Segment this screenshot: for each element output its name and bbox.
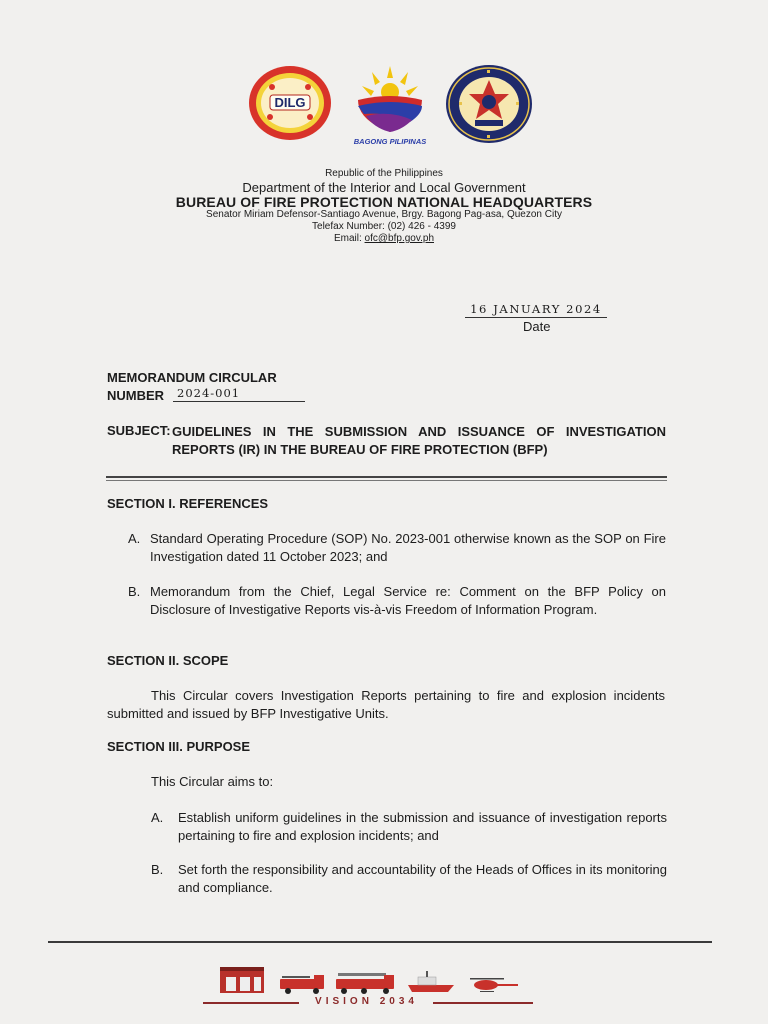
item-letter: B.: [151, 862, 164, 877]
vision-rule-right: [433, 1002, 533, 1004]
item-text: Establish uniform guidelines in the submission and issuance of investigation reports pertaining to fire and explosion incidents; and: [178, 810, 667, 843]
subject-text: GUIDELINES IN THE SUBMISSION AND ISSUANCE OF INVESTIGATION REPORTS (IR) IN THE BUREAU OF FIRE PROTECTION (BFP): [172, 424, 666, 457]
vision-2034-label: VISION 2034: [315, 996, 418, 1007]
telefax-line: Telefax Number: (02) 426 - 4399: [312, 221, 456, 232]
scope-paragraph: This Circular covers Investigation Reports pertaining to fire and explosion incidents submitted and issued by BFP Investigative Units.: [107, 688, 665, 721]
email-line: [0, 233, 768, 244]
subject-divider-thin: [106, 480, 667, 481]
section-3-heading: SECTION III. PURPOSE: [107, 739, 251, 754]
item-letter: A.: [128, 531, 141, 546]
item-text: Standard Operating Procedure (SOP) No. 2023-001 otherwise known as the SOP on Fire Investigation dated 11 October 2023; and: [150, 531, 666, 564]
date-label: Date: [523, 319, 551, 334]
subject-divider: [106, 476, 667, 478]
fire-station-icon: [220, 967, 264, 993]
email-link[interactable]: ofc@bfp.gov.ph: [364, 233, 434, 244]
fire-boat-icon: [408, 971, 454, 992]
bureau-title: BUREAU OF FIRE PROTECTION NATIONAL HEADQUARTERS: [175, 194, 593, 210]
item-letter: B.: [128, 584, 141, 599]
vision-rule-left: [203, 1002, 299, 1004]
item-letter: A.: [151, 810, 164, 825]
department-line: Department of the Interior and Local Government: [242, 180, 526, 195]
fire-truck-icon: [280, 975, 324, 994]
date-value: 16 JANUARY 2024: [465, 302, 607, 318]
footer-vehicles-graphic: [218, 965, 528, 995]
subject-label: SUBJECT:: [107, 423, 171, 438]
memo-number-label: NUMBER: [107, 388, 165, 403]
address-line: Senator Miriam Defensor-Santiago Avenue, Brgy. Bagong Pag-asa, Quezon City: [206, 209, 562, 220]
dilg-logo-text: DILG: [274, 95, 306, 110]
email-label: Email:: [333, 233, 365, 244]
bagong-pilipinas-text: BAGONG PILIPINAS: [353, 137, 427, 146]
item-text: Memorandum from the Chief, Legal Service re: Comment on the BFP Policy on Disclosure of Investigative Reports vis-à-vis Freedom of Information Program.: [150, 584, 666, 617]
item-text: Set forth the responsibility and accountability of the Heads of Offices in its monitoring and compliance.: [178, 862, 667, 895]
footer-divider: [48, 941, 712, 943]
dilg-seal-logo: [248, 65, 332, 141]
republic-line: Republic of the Philippines: [325, 168, 443, 179]
header-logos: [0, 62, 768, 152]
purpose-intro: This Circular aims to:: [151, 774, 274, 789]
bfp-seal-logo: [445, 64, 533, 144]
bagong-pilipinas-logo: [350, 62, 430, 148]
memo-title: MEMORANDUM CIRCULAR: [107, 370, 277, 385]
helicopter-icon: [470, 978, 518, 992]
section-2-heading: SECTION II. SCOPE: [107, 653, 229, 668]
ladder-truck-icon: [336, 973, 394, 994]
section-1-heading: SECTION I. REFERENCES: [107, 496, 269, 511]
memo-number-value: 2024-001: [173, 386, 305, 402]
